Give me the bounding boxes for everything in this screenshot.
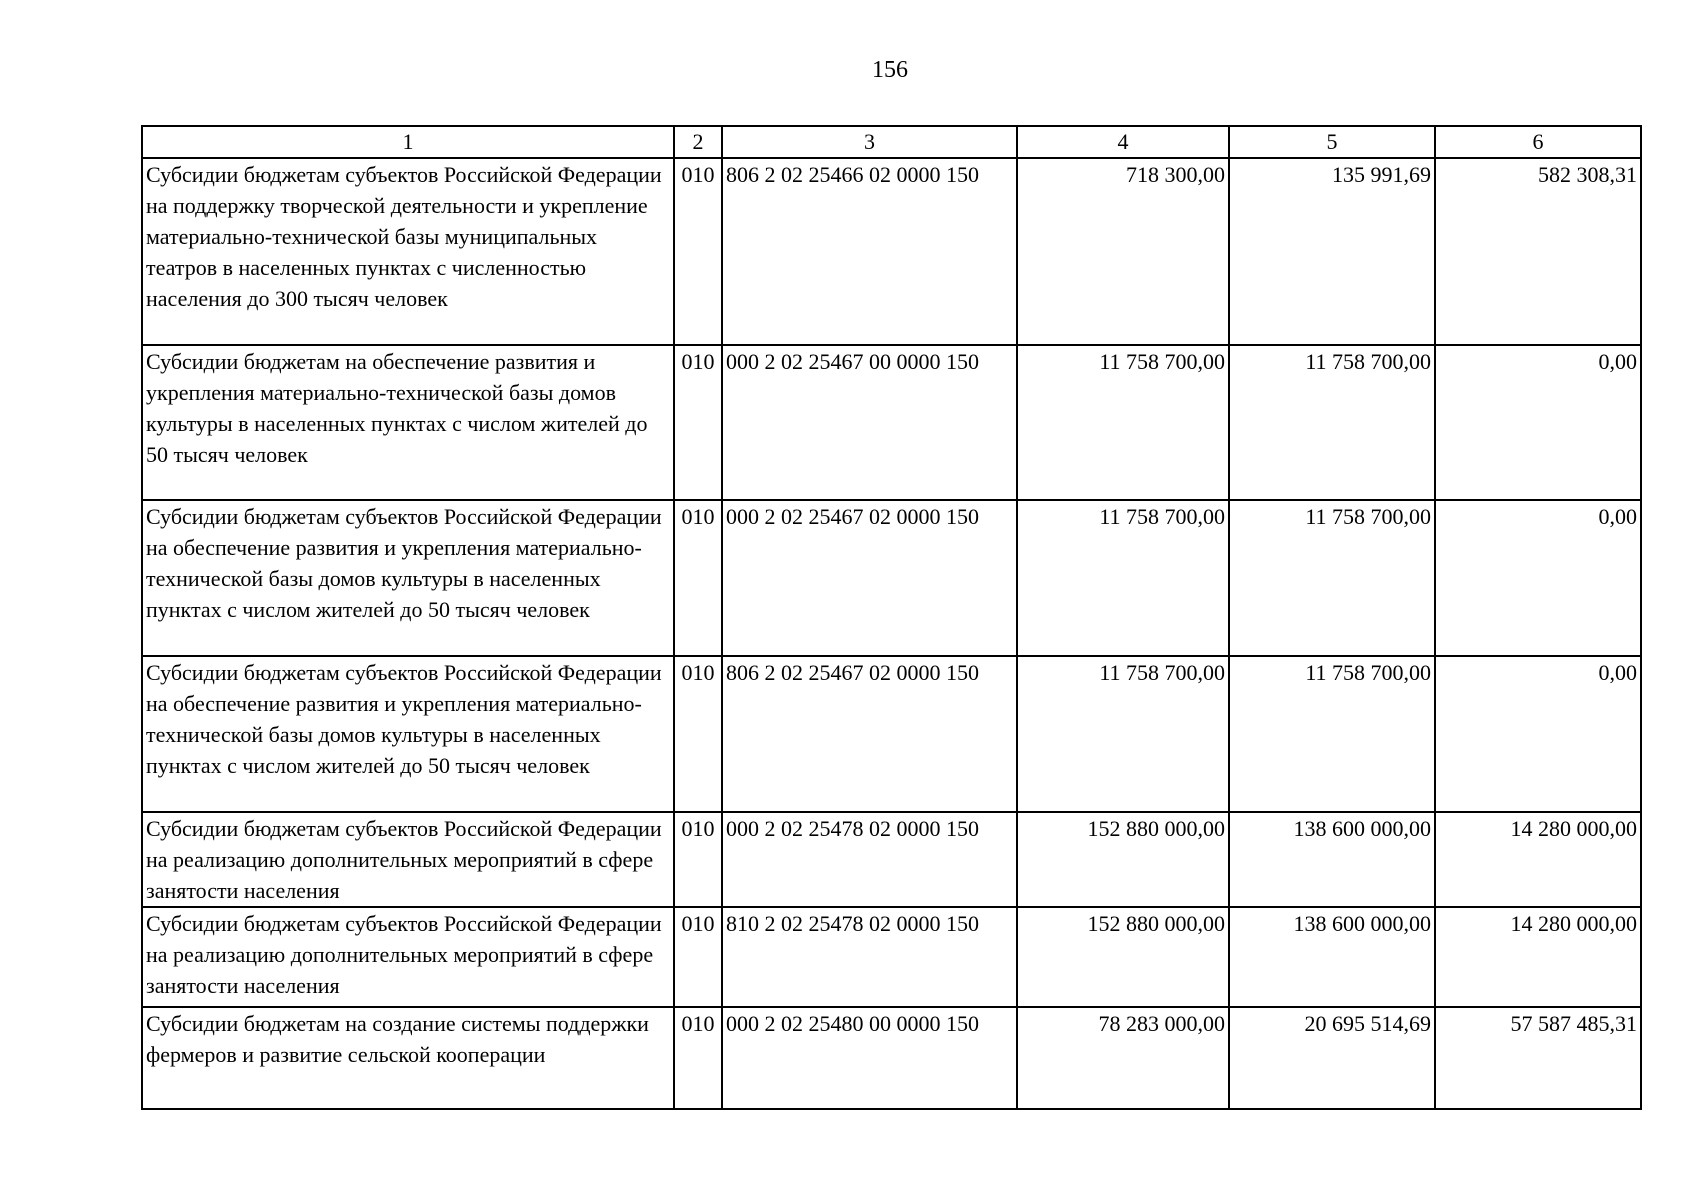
row-name: Субсидии бюджетам субъектов Российской Федерации на обеспечение развития и укрепления материально-технической базы домов культуры в населенных пунктах с числом жителей до 50 тысяч человек xyxy=(142,500,674,656)
row-budget-code: 000 2 02 25480 00 0000 150 xyxy=(722,1007,1017,1109)
column-header-2: 2 xyxy=(674,126,722,158)
row-name: Субсидии бюджетам на создание системы поддержки фермеров и развитие сельской кооперации xyxy=(142,1007,674,1109)
table-row xyxy=(142,1007,1641,1109)
row-unexecuted: 0,00 xyxy=(1435,500,1641,656)
table-row xyxy=(142,345,1641,500)
row-executed: 20 695 514,69 xyxy=(1229,1007,1435,1109)
row-unexecuted: 14 280 000,00 xyxy=(1435,812,1641,907)
row-unexecuted: 57 587 485,31 xyxy=(1435,1007,1641,1109)
row-budget-code: 000 2 02 25467 02 0000 150 xyxy=(722,500,1017,656)
table-row xyxy=(142,656,1641,812)
row-name: Субсидии бюджетам субъектов Российской Федерации на поддержку творческой деятельности и укрепление материально-технической базы муниципальных театров в населенных пунктах с численностью населения до 300 тысяч человек xyxy=(142,158,674,345)
row-executed: 135 991,69 xyxy=(1229,158,1435,345)
row-approved: 718 300,00 xyxy=(1017,158,1229,345)
row-executed: 11 758 700,00 xyxy=(1229,656,1435,812)
row-approved: 11 758 700,00 xyxy=(1017,345,1229,500)
column-header-6: 6 xyxy=(1435,126,1641,158)
row-name: Субсидии бюджетам на обеспечение развития и укрепления материально-технической базы домов культуры в населенных пунктах с числом жителей до 50 тысяч человек xyxy=(142,345,674,500)
row-budget-code: 000 2 02 25478 02 0000 150 xyxy=(722,812,1017,907)
row-executed: 11 758 700,00 xyxy=(1229,500,1435,656)
row-unexecuted: 14 280 000,00 xyxy=(1435,907,1641,1007)
table-row xyxy=(142,158,1641,345)
row-approved: 152 880 000,00 xyxy=(1017,907,1229,1007)
column-header-4: 4 xyxy=(1017,126,1229,158)
row-name: Субсидии бюджетам субъектов Российской Федерации на реализацию дополнительных мероприятий в сфере занятости населения xyxy=(142,907,674,1007)
table-header-row xyxy=(142,126,1641,158)
row-executed: 11 758 700,00 xyxy=(1229,345,1435,500)
row-line-code: 010 xyxy=(674,812,722,907)
table-row xyxy=(142,907,1641,1007)
row-unexecuted: 0,00 xyxy=(1435,656,1641,812)
column-header-3: 3 xyxy=(722,126,1017,158)
table-row xyxy=(142,500,1641,656)
column-header-5: 5 xyxy=(1229,126,1435,158)
budget-table xyxy=(141,125,1642,1110)
table-row xyxy=(142,812,1641,907)
column-header-1: 1 xyxy=(142,126,674,158)
row-executed: 138 600 000,00 xyxy=(1229,907,1435,1007)
row-approved: 152 880 000,00 xyxy=(1017,812,1229,907)
row-budget-code: 806 2 02 25466 02 0000 150 xyxy=(722,158,1017,345)
row-unexecuted: 582 308,31 xyxy=(1435,158,1641,345)
row-line-code: 010 xyxy=(674,345,722,500)
row-approved: 11 758 700,00 xyxy=(1017,500,1229,656)
row-name: Субсидии бюджетам субъектов Российской Федерации на реализацию дополнительных мероприятий в сфере занятости населения xyxy=(142,812,674,907)
row-budget-code: 810 2 02 25478 02 0000 150 xyxy=(722,907,1017,1007)
row-unexecuted: 0,00 xyxy=(1435,345,1641,500)
row-line-code: 010 xyxy=(674,158,722,345)
row-approved: 78 283 000,00 xyxy=(1017,1007,1229,1109)
row-budget-code: 000 2 02 25467 00 0000 150 xyxy=(722,345,1017,500)
row-approved: 11 758 700,00 xyxy=(1017,656,1229,812)
row-line-code: 010 xyxy=(674,1007,722,1109)
row-budget-code: 806 2 02 25467 02 0000 150 xyxy=(722,656,1017,812)
row-line-code: 010 xyxy=(674,907,722,1007)
page-number: 156 xyxy=(872,57,908,83)
row-executed: 138 600 000,00 xyxy=(1229,812,1435,907)
row-line-code: 010 xyxy=(674,500,722,656)
row-name: Субсидии бюджетам субъектов Российской Федерации на обеспечение развития и укрепления материально-технической базы домов культуры в населенных пунктах с числом жителей до 50 тысяч человек xyxy=(142,656,674,812)
row-line-code: 010 xyxy=(674,656,722,812)
